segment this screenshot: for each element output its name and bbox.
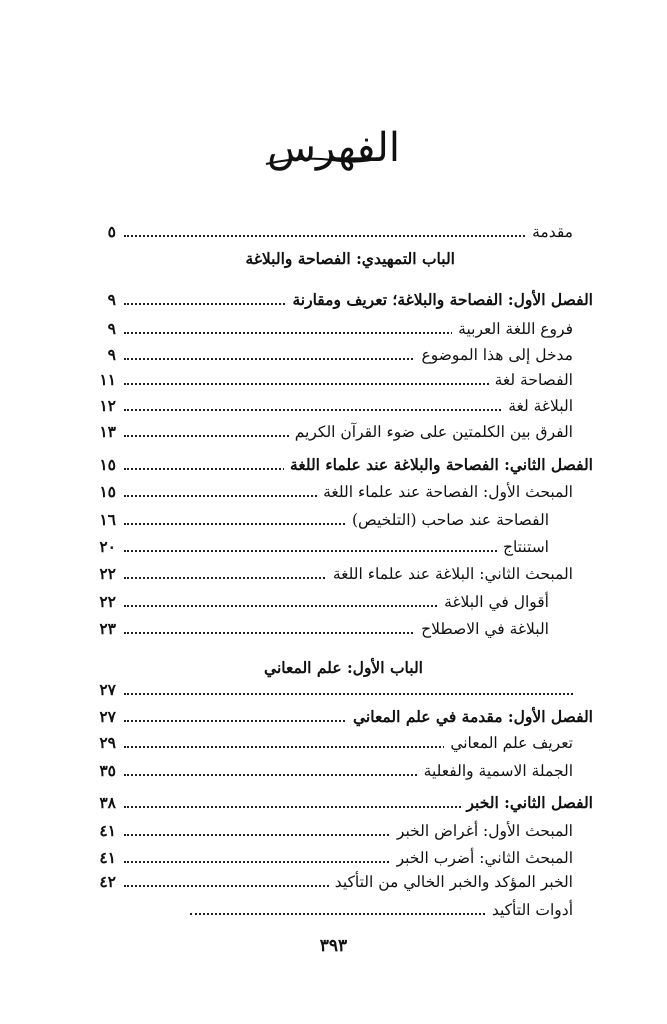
entry-title: المبحث الثاني: أضرب الخبر — [391, 845, 573, 871]
page-title: الفهرس — [267, 125, 400, 171]
entry-title: الفصاحة لغة — [489, 367, 573, 393]
entry-title: البلاغة في الاصطلاح — [415, 616, 549, 642]
entry-page-number: ١٥ — [99, 455, 116, 474]
entry-page-number: ١٣ — [99, 422, 116, 441]
entry-title: الفصل الأول: مقدمة في علم المعاني — [347, 704, 593, 730]
toc-entry[interactable] — [99, 758, 573, 784]
entry-title: الفصل الثاني: الخبر — [461, 790, 594, 816]
toc-entry[interactable] — [99, 818, 573, 844]
entry-page-number: ٩ — [107, 319, 116, 338]
entry-title: الجملة الاسمية والفعلية — [418, 758, 573, 784]
entry-page-number: ٢٠ — [99, 537, 116, 556]
entry-title: فروع اللغة العربية — [452, 316, 573, 342]
toc-entry[interactable] — [99, 704, 593, 730]
entry-page-number: ١٦ — [99, 510, 116, 529]
entry-page-number: ٤١ — [99, 821, 116, 840]
toc-entry[interactable] — [107, 342, 573, 368]
entry-title: مدخل إلى هذا الموضوع — [415, 342, 573, 368]
entry-page-number: ١٢ — [99, 396, 116, 415]
entry-title: استنتاج — [497, 534, 549, 560]
section-heading: الباب التمهيدي: الفصاحة والبلاغة — [245, 249, 455, 268]
entry-page-number: ٢٢ — [99, 564, 116, 583]
toc-entry[interactable] — [99, 616, 549, 642]
toc-entry[interactable] — [99, 845, 573, 871]
toc-entry[interactable] — [99, 452, 593, 478]
entry-page-number: ٣٨ — [99, 793, 116, 812]
entry-page-number: ١٥ — [99, 482, 116, 501]
toc-entry[interactable] — [99, 561, 573, 587]
entry-page-number: ٥ — [107, 222, 116, 241]
entry-page-number: ٢٧ — [99, 707, 116, 726]
toc-entry[interactable] — [99, 393, 573, 419]
toc-entry[interactable] — [99, 479, 573, 505]
toc-entry[interactable] — [190, 897, 573, 923]
entry-page-number: ٢٢ — [99, 592, 116, 611]
entry-title: البلاغة لغة — [502, 393, 573, 419]
entry-title: الفصاحة عند صاحب (التلخيص) — [346, 507, 549, 533]
entry-title: الفرق بين الكلمتين على ضوء القرآن الكريم — [289, 419, 573, 445]
entry-title: تعريف علم المعاني — [444, 730, 573, 756]
dot-leader — [124, 235, 573, 237]
toc-entry[interactable] — [99, 367, 573, 393]
toc-entry[interactable] — [99, 790, 593, 816]
entry-title: الفصل الثاني: الفصاحة والبلاغة عند علماء اللغة — [284, 452, 593, 478]
entry-title: أقوال في البلاغة — [438, 589, 549, 615]
entry-page-number: ١١ — [99, 370, 116, 389]
toc-entry[interactable] — [107, 316, 573, 342]
entry-page-number: ٢٩ — [99, 733, 116, 752]
section-heading: الباب الأول: علم المعاني — [264, 658, 423, 677]
entry-title: المبحث الأول: أغراض الخبر — [391, 818, 573, 844]
toc-entry[interactable] — [99, 589, 549, 615]
toc-entry[interactable] — [99, 730, 573, 756]
entry-title: المبحث الأول: الفصاحة عند علماء اللغة — [317, 479, 573, 505]
toc-entry[interactable] — [107, 219, 573, 245]
toc-entry[interactable] — [99, 869, 573, 895]
entry-page-number: ٩ — [107, 345, 116, 364]
entry-page-number: ٢٣ — [99, 619, 116, 638]
entry-title: الخبر المؤكد والخبر الخالي من التأكيد — [329, 869, 573, 895]
entry-page-number: ٣٥ — [99, 761, 116, 780]
entry-page-number: ٢٧ — [99, 680, 116, 699]
entry-title: مقدمة — [526, 219, 573, 245]
entry-title: الفصل الأول: الفصاحة والبلاغة؛ تعريف ومقارنة — [286, 287, 593, 313]
entry-page-number: ٤١ — [99, 848, 116, 867]
entry-title: المبحث الثاني: البلاغة عند علماء اللغة — [327, 561, 573, 587]
page-number: ٣٩٣ — [319, 936, 348, 956]
toc-entry[interactable] — [99, 419, 573, 445]
entry-page-number: ٤٢ — [99, 872, 116, 891]
entry-title: أدوات التأكيد — [486, 897, 573, 923]
toc-entry[interactable] — [99, 507, 549, 533]
toc-entry[interactable] — [107, 287, 593, 313]
toc-entry[interactable] — [99, 677, 573, 703]
entry-page-number: ٩ — [107, 290, 116, 309]
dot-leader — [124, 693, 573, 695]
toc-entry[interactable] — [99, 534, 549, 560]
dot-leader — [124, 550, 549, 552]
